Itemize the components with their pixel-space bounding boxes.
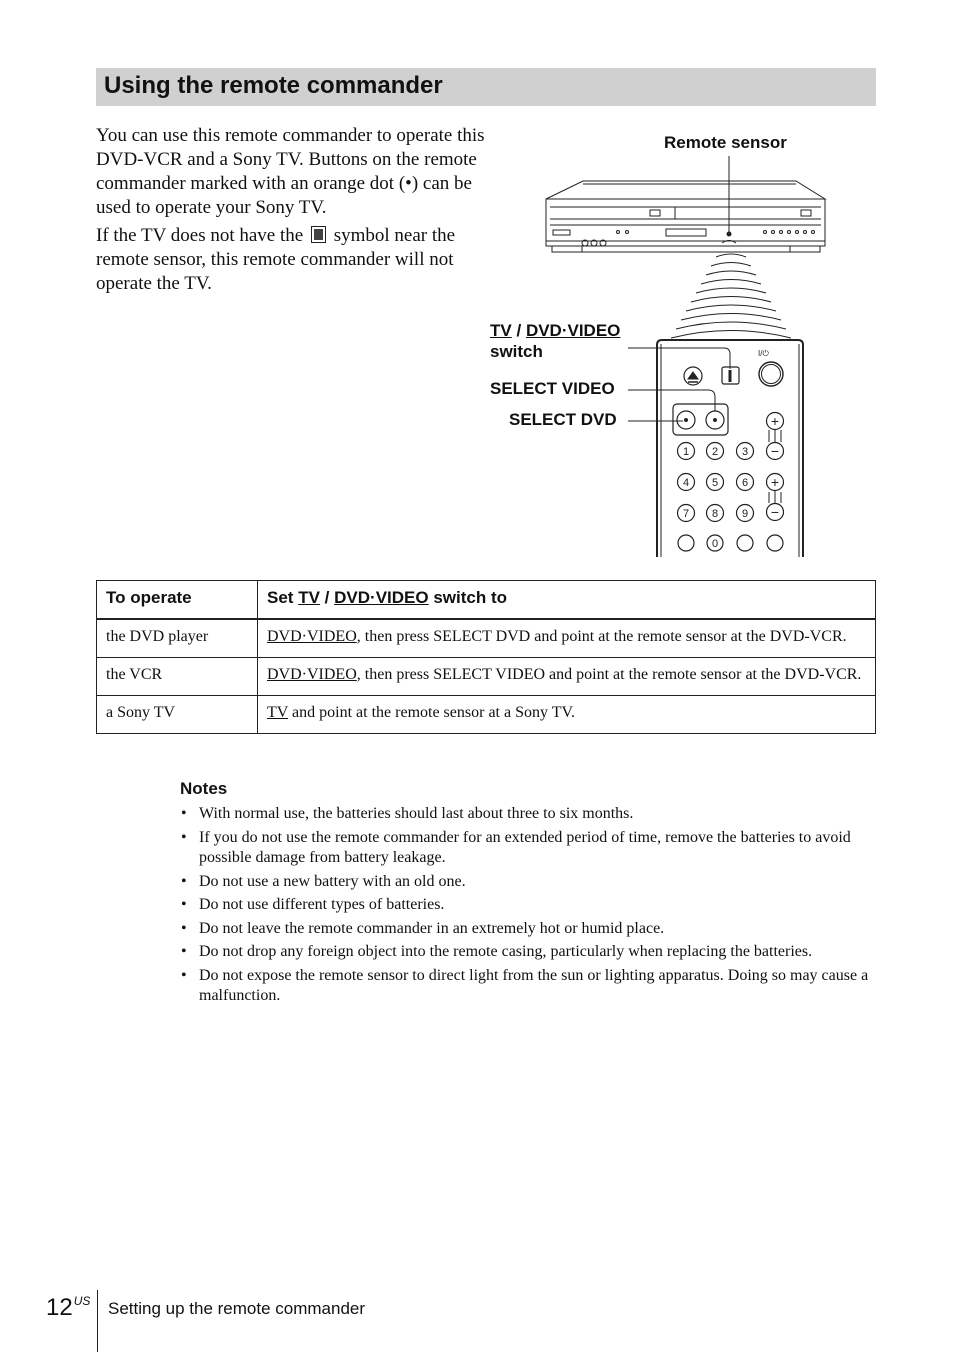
notes-list (180, 804, 880, 1007)
intro-paragraph-2 (96, 224, 486, 296)
keypad-button (767, 535, 783, 551)
page-title: Using the remote commander (104, 72, 443, 99)
rocker-sign: − (770, 504, 780, 520)
header-set-switch (258, 581, 876, 620)
header-set-word: Set (267, 588, 294, 607)
keypad-button (737, 535, 753, 551)
keypad-digit: 7 (682, 508, 690, 520)
keypad-digit: 9 (741, 508, 749, 520)
list-item: • Do not use a new battery with an old one. (180, 872, 880, 893)
infrared-waves (671, 254, 791, 338)
row-instruction (258, 658, 876, 696)
footer-section-title: Setting up the remote commander (108, 1299, 366, 1318)
row-target: the DVD player (97, 619, 258, 658)
row-instruction (258, 619, 876, 658)
list-item: • If you do not use the remote commander for an extended period of time, remove the batteries to avoid possible damage from battery leakage. (180, 828, 880, 869)
page-number (46, 1294, 90, 1322)
remote-symbol-icon (311, 226, 326, 243)
table-header-row (97, 581, 876, 620)
remote-sensor-label: Remote sensor (664, 133, 787, 152)
keypad-digit: 6 (741, 477, 749, 489)
operation-table (96, 580, 876, 734)
intro-p2-after: symbol near the remote sensor, this remote commander will not operate the TV. (96, 225, 456, 294)
intro-paragraph-1: You can use this remote commander to operate this DVD-VCR and a Sony TV. Buttons on the remote commander marked with an orange dot (•) can be used to operate your Sony TV. (96, 125, 485, 218)
row-target: the VCR (97, 658, 258, 696)
list-item: • Do not use different types of batteries. (180, 895, 880, 916)
keypad-digit: 4 (682, 477, 690, 489)
tv-dvd-switch-label (490, 320, 620, 341)
header-slash: / (324, 588, 330, 607)
header-tv: TV (298, 588, 320, 607)
rocker-sign: + (770, 413, 780, 429)
row-action: and point at the remote sensor at a Sony TV. (288, 704, 575, 721)
row-target: a Sony TV (97, 696, 258, 734)
table-row (97, 696, 876, 734)
list-item: • Do not leave the remote commander in an extremely hot or humid place. (180, 919, 880, 940)
page-suffix: US (73, 1294, 91, 1308)
row-action: , then press SELECT DVD and point at the remote sensor at the DVD-VCR. (356, 628, 847, 645)
keypad-digit: 1 (682, 446, 690, 458)
rocker-sign: − (770, 443, 780, 459)
tv-switch-text: TV (490, 321, 512, 340)
intro-p2-before: If the TV does not have the (96, 225, 304, 246)
notes-title: Notes (180, 779, 228, 798)
keypad-digit: 2 (711, 446, 719, 458)
keypad-digit: 0 (711, 538, 719, 550)
list-item: • Do not expose the remote sensor to direct light from the sun or lighting apparatus. Doing so may cause a malfunction. (180, 966, 880, 1007)
remote-diagram (480, 125, 880, 560)
power-label: I/⏻ (758, 349, 769, 358)
row-instruction (258, 696, 876, 734)
dvd-vcr-unit (546, 181, 825, 252)
footer-divider (97, 1290, 98, 1352)
section-heading-bar (96, 68, 876, 106)
table-row (97, 619, 876, 658)
dvd-video-switch-text: DVD·VIDEO (525, 321, 621, 340)
keypad-digit: 3 (741, 446, 749, 458)
row-mode: DVD·VIDEO (267, 628, 357, 645)
switch-word-label: switch (490, 342, 543, 361)
keypad-digit: 5 (711, 477, 719, 489)
table-row (97, 658, 876, 696)
header-to-operate: To operate (97, 581, 258, 620)
row-action: , then press SELECT VIDEO and point at the remote sensor at the DVD-VCR. (356, 666, 862, 683)
intro-text (96, 124, 486, 300)
slash-text: / (516, 321, 522, 340)
keypad-digit: 8 (711, 508, 719, 520)
rocker-sign: + (770, 474, 780, 490)
notes-section (180, 778, 880, 1010)
header-switch-to: switch to (433, 588, 508, 607)
keypad-button (678, 535, 694, 551)
list-item: • With normal use, the batteries should last about three to six months. (180, 804, 880, 825)
page-number-value: 12 (46, 1294, 73, 1321)
header-dvd-video: DVD·VIDEO (334, 588, 429, 607)
remote-sensor-dot (727, 232, 732, 237)
row-mode: TV (267, 704, 289, 721)
select-dvd-label: SELECT DVD (509, 410, 617, 429)
list-item: • Do not drop any foreign object into the remote casing, particularly when replacing the batteries. (180, 942, 880, 963)
row-mode: DVD·VIDEO (267, 666, 357, 683)
select-video-label: SELECT VIDEO (490, 379, 615, 398)
